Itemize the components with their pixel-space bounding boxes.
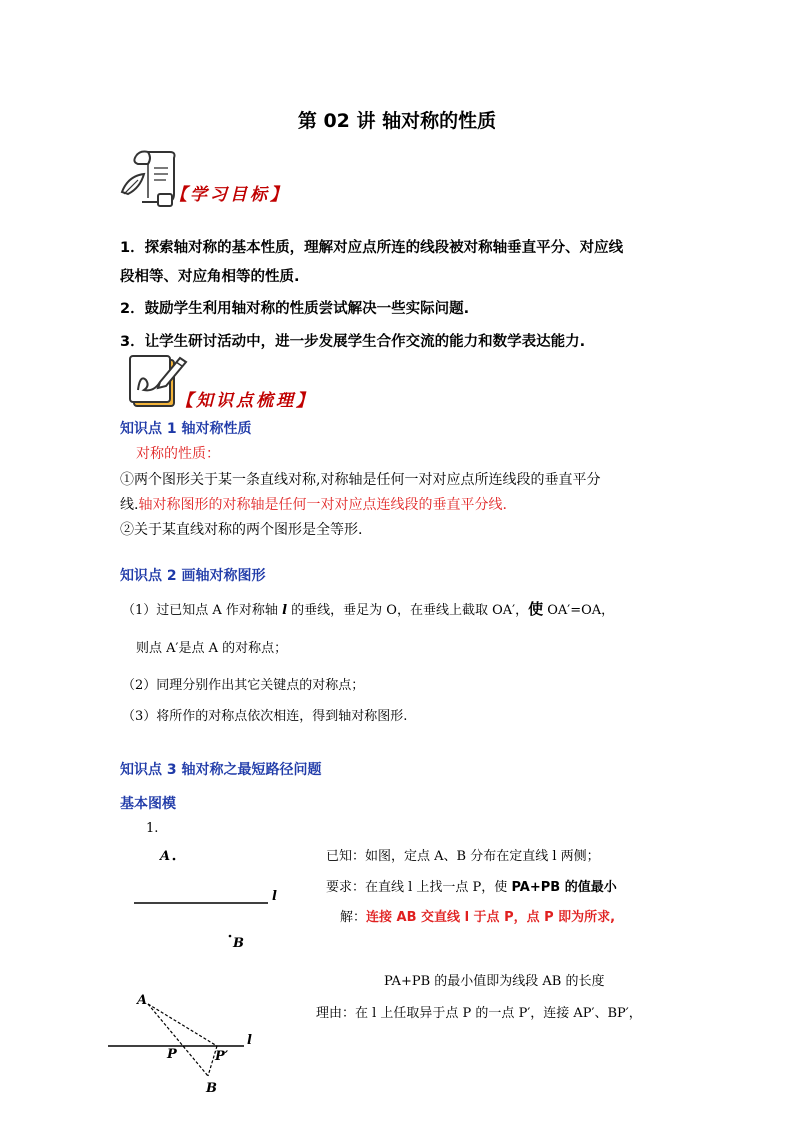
kp2-step1-b: 的垂线，垂足为 O，在垂线上截取 OA′，	[287, 603, 529, 618]
kp2-step2: （2）同理分别作出其它关键点的对称点；	[122, 678, 365, 693]
kp1-heading: 知识点 1 轴对称性质	[120, 421, 252, 437]
goal-item-1: 1．探索轴对称的基本性质，理解对应点所连的线段被对称轴垂直平分、对应线	[120, 240, 624, 256]
kp1-line2	[120, 494, 507, 514]
page-title: 第 02 讲 轴对称的性质	[297, 110, 497, 132]
fig2-label-a: A	[137, 993, 148, 1008]
kp3-req-a: 要求：在直线 l 上找一点 P，使	[326, 880, 512, 895]
goal-item-2: 2．鼓励学生利用轴对称的性质尝试解决一些实际问题.	[120, 301, 470, 317]
kp3-heading: 知识点 3 轴对称之最短路径问题	[120, 762, 322, 778]
kp3-given: 已知：如图，定点 A、B 分布在定直线 l 两侧；	[326, 849, 600, 864]
kp1-line3: ②关于某直线对称的两个图形是全等形.	[120, 522, 363, 538]
kp3-req-b: PA+PB 的值最小	[511, 880, 617, 895]
fig1-point-b	[229, 935, 232, 938]
kp2-step3: （3）将所作的对称点依次相连，得到轴对称图形.	[122, 709, 408, 724]
kp2-step1-d: OA′=OA，	[543, 603, 615, 618]
kp1-line2-prefix: 线.	[120, 497, 139, 513]
fig1-label-l: l	[272, 889, 277, 904]
kp3-requirement	[326, 876, 617, 895]
figure-points-line	[120, 840, 300, 960]
fig2-segment-ab	[148, 1004, 208, 1076]
figure-shortest-path	[104, 988, 274, 1100]
kp2-step1-cont: 则点 A′是点 A 的对称点；	[136, 641, 288, 656]
goals-banner: 【学习目标】	[170, 185, 290, 205]
kp3-model: 基本图模	[120, 796, 176, 812]
fig2-segment-ap-prime	[148, 1004, 217, 1046]
kp3-num: 1.	[146, 821, 159, 836]
goal-item-1-cont: 段相等、对应角相等的性质.	[120, 269, 300, 285]
fig2-label-p-prime: P′	[215, 1049, 229, 1064]
fig1-point-a	[173, 858, 176, 861]
fig1-label-a: A	[160, 849, 171, 864]
kp3-min-value: PA+PB 的最小值即为线段 AB 的长度	[384, 974, 605, 989]
goal-item-3: 3．让学生研讨活动中，进一步发展学生合作交流的能力和数学表达能力.	[120, 334, 586, 350]
knowledge-banner: 【知识点梳理】	[176, 391, 316, 411]
kp3-sol-b: 连接 AB 交直线 l 于点 P，点 P 即为所求,	[366, 910, 616, 925]
kp3-solution	[340, 906, 615, 925]
kp1-subheading: 对称的性质：	[136, 446, 220, 462]
kp2-step1-a: （1）过已知点 A 作对称轴	[122, 603, 283, 618]
fig1-label-b: B	[233, 936, 244, 951]
kp2-step1-l: l	[282, 603, 288, 618]
fig2-label-l: l	[247, 1033, 252, 1048]
kp1-line2-red: 轴对称图形的对称轴是任何一对对应点连线段的垂直平分线.	[138, 497, 507, 513]
kp3-sol-a: 解：	[340, 910, 367, 925]
fig2-label-p: P	[167, 1047, 177, 1062]
kp2-step1-c: 使	[528, 600, 544, 618]
kp3-reason: 理由：在 l 上任取异于点 P 的一点 P′，连接 AP′、BP′，	[316, 1006, 642, 1021]
kp2-heading: 知识点 2 画轴对称图形	[120, 568, 266, 584]
kp2-step1	[122, 598, 614, 619]
kp1-line1: ①两个图形关于某一条直线对称,对称轴是任何一对对应点所连线段的垂直平分	[120, 472, 601, 488]
fig2-label-b: B	[206, 1081, 217, 1096]
